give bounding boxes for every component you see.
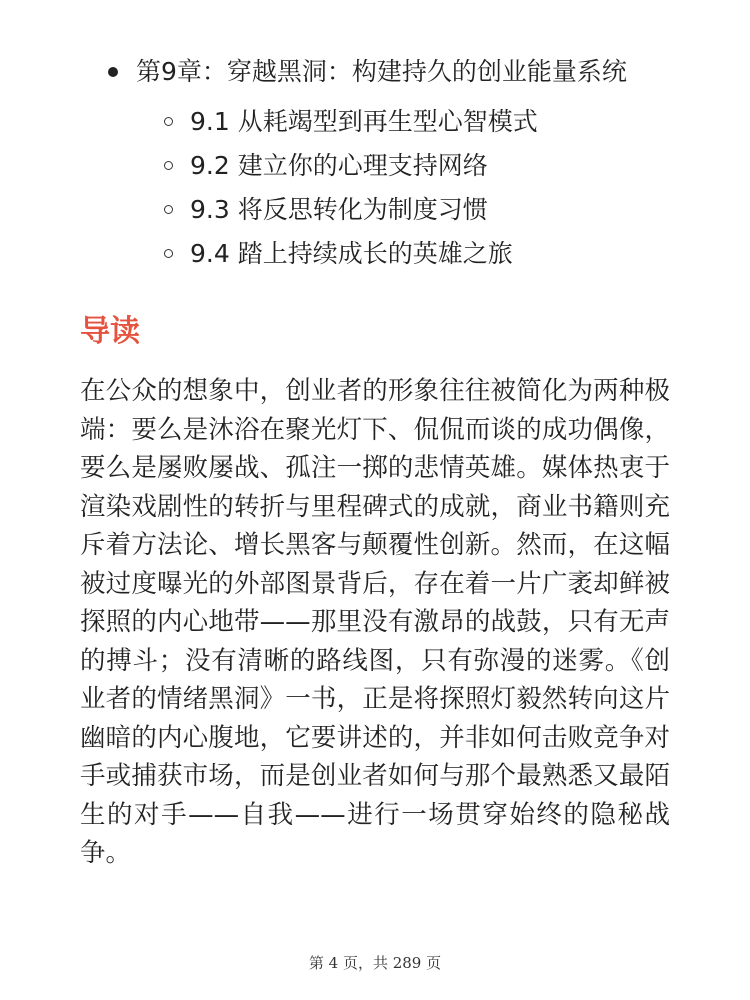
section-item xyxy=(108,232,627,276)
bullet-circle-icon xyxy=(164,117,173,126)
section-item xyxy=(108,100,627,144)
section-label: 9.3 将反思转化为制度习惯 xyxy=(190,195,488,224)
bullet-circle-icon xyxy=(164,161,173,170)
chapter-outline xyxy=(108,52,627,276)
section-label: 9.1 从耗竭型到再生型心智模式 xyxy=(190,107,538,136)
section-list xyxy=(108,100,627,276)
section-item xyxy=(108,144,627,188)
section-item xyxy=(108,188,627,232)
section-label: 9.4 踏上持续成长的英雄之旅 xyxy=(190,239,513,268)
bullet-circle-icon xyxy=(164,249,173,258)
intro-heading: 导读 xyxy=(80,314,140,349)
chapter-item xyxy=(108,52,627,276)
section-label: 9.2 建立你的心理支持网络 xyxy=(190,151,488,180)
intro-paragraph: 在公众的想象中，创业者的形象往往被简化为两种极端：要么是沐浴在聚光灯下、侃侃而谈的成功偶像，要么是屡败屡战、孤注一掷的悲情英雄。媒体热衷于渲染戏剧性的转折与里程碑式的成就，商业书籍则充斥着方法论、增长黑客与颠覆性创新。然而，在这幅被过度曝光的外部图景背后，存在着一片广袤却鲜被探照的内心地带——那里没有激昂的战鼓，只有无声的搏斗；没有清晰的路线图，只有弥漫的迷雾。《创业者的情绪黑洞》一书，正是将探照灯毅然转向这片幽暗的内心腹地，它要讲述的，并非如何击败竞争对手或捕获市场，而是创业者如何与那个最熟悉又最陌生的对手——自我——进行一场贯穿始终的隐秘战争。 xyxy=(80,376,670,868)
bullet-circle-icon xyxy=(164,205,173,214)
page-indicator: 第 4 页，共 289 页 xyxy=(308,954,442,972)
chapter-title: 第9章：穿越黑洞：构建持久的创业能量系统 xyxy=(136,57,627,86)
bullet-dot-icon xyxy=(108,67,118,77)
